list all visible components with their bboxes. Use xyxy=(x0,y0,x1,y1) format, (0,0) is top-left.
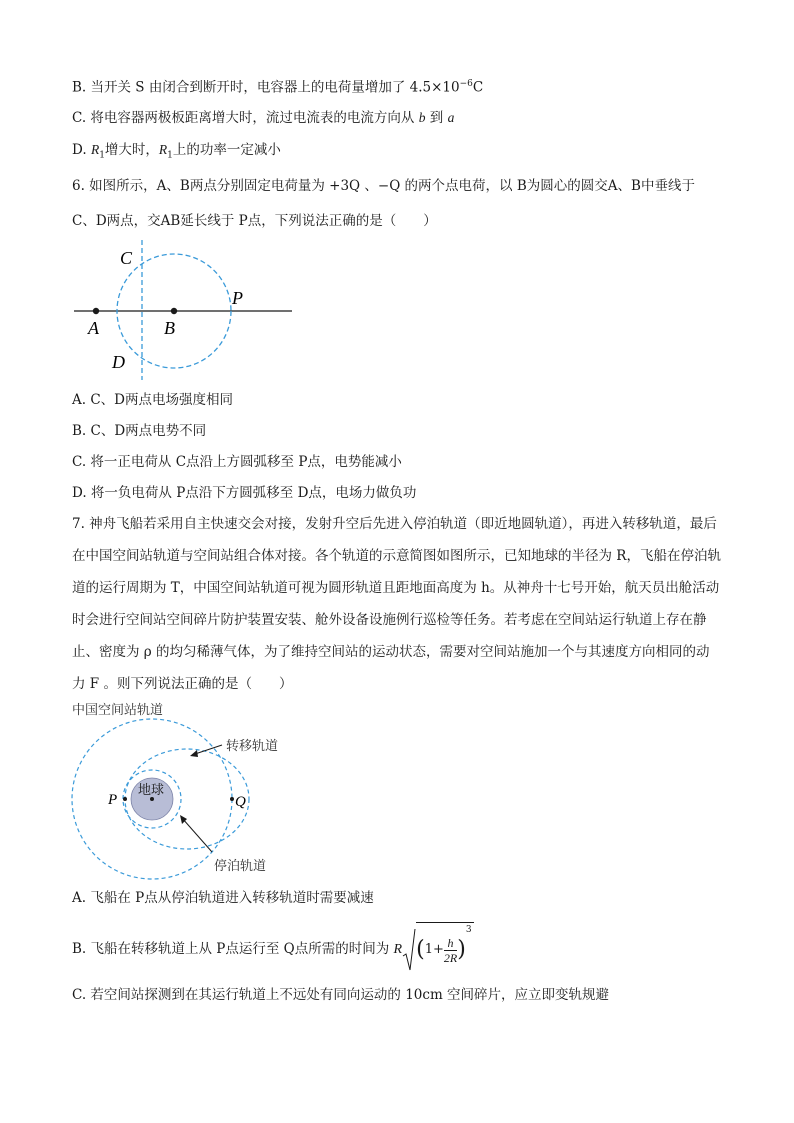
label-c: C xyxy=(120,248,133,268)
q6-stem-line2: C、D两点，交AB延长线于 P点，下列说法正确的是（ ） xyxy=(72,213,437,229)
q6-option-c: C. 将一正电荷从 C点沿上方圆弧移至 P点，电势能减小 xyxy=(72,454,402,470)
label-a: A xyxy=(88,318,99,338)
q7-option-b: B. 飞船在转移轨道上从 P点运行至 Q点所需的时间为 R ( 1+ $\frac{h}{2R}$ ) $^3$ xyxy=(72,924,474,974)
label-p: P xyxy=(108,792,118,808)
q6-option-a: A. C、D两点电场强度相同 xyxy=(72,392,233,408)
time-formula: R ( 1+ $\frac{h}{2R}$ ) $^3$ xyxy=(394,924,474,975)
q7-option-c: C. 若空间站探测到在其运行轨道上不远处有同向运动的 10cm 空间碎片，应立即变轨规避 xyxy=(72,987,610,1003)
q6-figure xyxy=(60,240,310,380)
fraction: $\frac{h}{2R}$ xyxy=(443,935,458,965)
parking-orbit-label: 停泊轨道 xyxy=(214,859,267,874)
label-b: B xyxy=(164,318,175,338)
q6-stem-line1: 6. 如图所示，A、B两点分别固定电荷量为 +3Q 、−Q 的两个点电荷，以 B为圆心的圆交A、B中垂线于 xyxy=(72,178,695,194)
label-p: P xyxy=(232,288,243,308)
q7-option-a: A. 飞船在 P点从停泊轨道进入转移轨道时需要减速 xyxy=(72,890,374,906)
station-orbit-label: 中国空间站轨道 xyxy=(72,703,164,718)
q7-stem: 7. 神舟飞船若采用自主快速交会对接，发射升空后先进入停泊轨道（即近地圆轨道），再进入转移轨道，最后在中国空间站轨道与空间站组合体对接。各个轨道的示意简图如图所示，已知地球的半径为 R，飞船在停泊轨道的运行周期为 T，中国空间站轨道可视为圆形轨道且距地面高度为 h。从神舟十七号开始，航天员出舱活动时会进行空间站空间碎片防护装置安装、舱外设备设施例行巡检等任务。若考虑在空间站运行轨道上存在静止、密度为 ρ 的均匀稀薄气体，为了维持空间站的运动状态，需要对空间站施加一个与其速度方向相同的动力 F 。则下列说法正确的是（ ） xyxy=(72,516,721,692)
transfer-orbit-label: 转移轨道 xyxy=(226,739,279,754)
point-b xyxy=(171,308,177,314)
q5-option-c: C. 将电容器两极板距离增大时，流过电流表的电流方向从 b 到 a xyxy=(72,110,455,126)
point-q xyxy=(230,797,234,801)
q6-option-d: D. 将一负电荷从 P点沿下方圆弧移至 D点，电场力做负功 xyxy=(72,485,417,501)
q6-option-b: B. C、D两点电势不同 xyxy=(72,423,207,439)
q7-orbit-figure xyxy=(64,700,304,880)
label-q: Q xyxy=(235,794,246,810)
label-d: D xyxy=(112,352,125,372)
transfer-arrowhead xyxy=(190,750,198,757)
point-a xyxy=(93,308,99,314)
sqrt-icon xyxy=(402,928,416,972)
point-p xyxy=(123,797,127,801)
earth-label: 地球 xyxy=(138,783,165,798)
q5-option-d: D. $R_1$增大时，$R_1$上的功率一定减小 xyxy=(72,142,281,161)
q5-option-b: B. 当开关 S 由闭合到断开时，电容器上的电荷量增加了 $4.5\times 10^{-6}C$ xyxy=(72,79,484,96)
parking-arrow xyxy=(182,818,212,852)
